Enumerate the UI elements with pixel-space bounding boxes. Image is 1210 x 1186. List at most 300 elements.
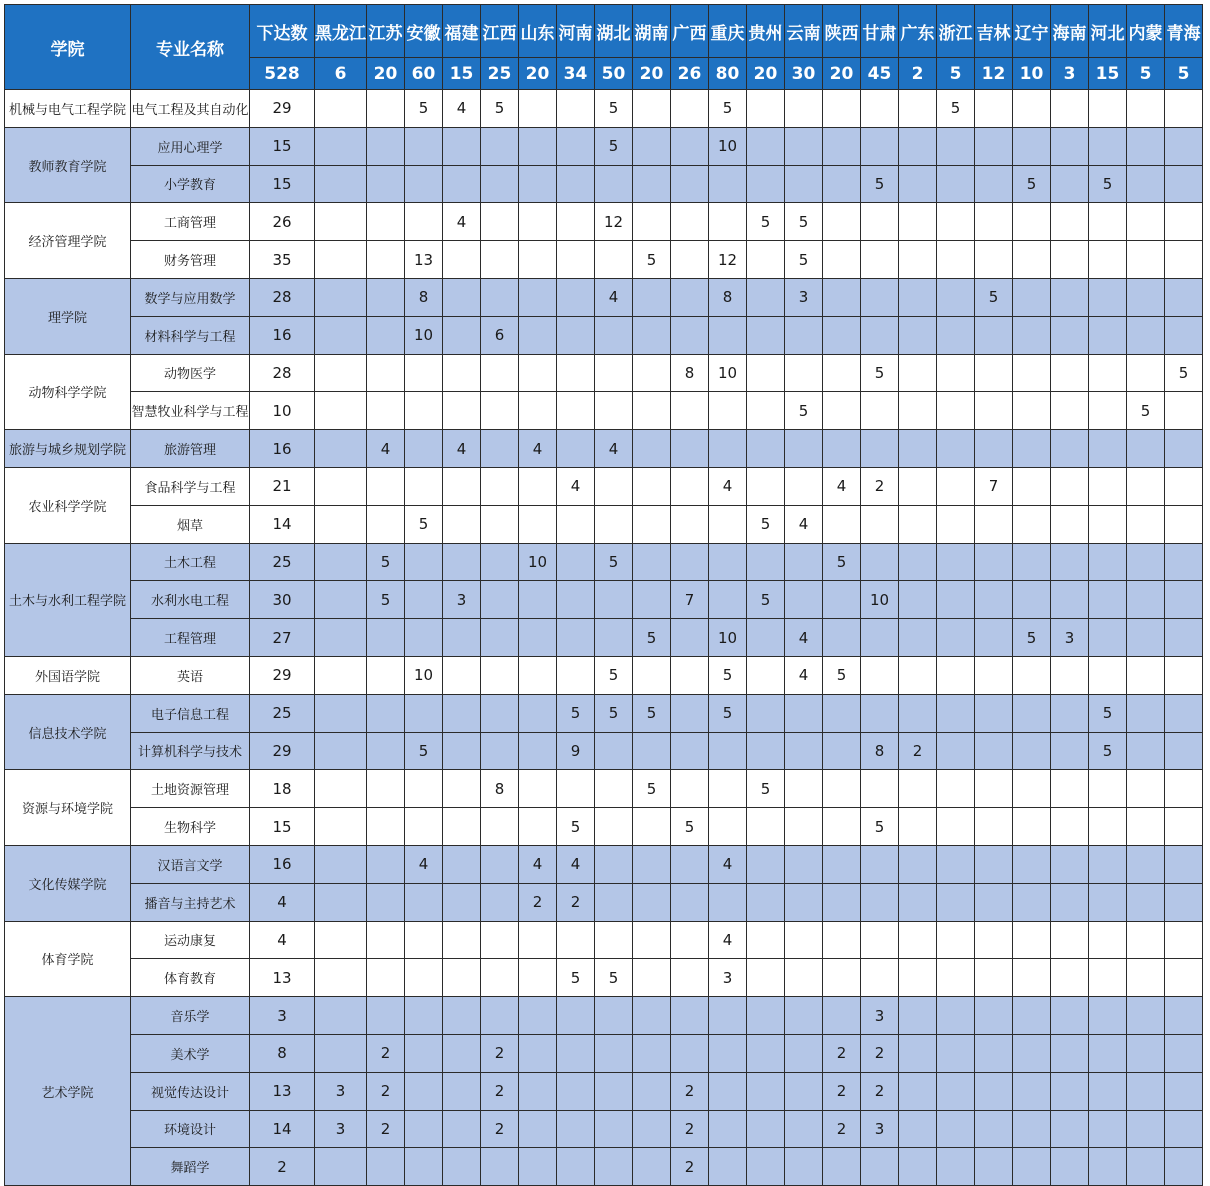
quota-cell [443, 845, 481, 883]
quota-cell [519, 165, 557, 203]
quota-cell [1089, 1148, 1127, 1186]
quota-cell: 5 [709, 90, 747, 128]
quota-cell [405, 581, 443, 619]
quota-cell [937, 203, 975, 241]
quota-cell [1089, 430, 1127, 468]
quota-cell [785, 165, 823, 203]
quota-cell [633, 732, 671, 770]
quota-cell [1013, 694, 1051, 732]
quota-cell [671, 430, 709, 468]
quota-cell [823, 354, 861, 392]
table-row [5, 1148, 1203, 1186]
quota-cell [519, 1110, 557, 1148]
quota-cell [975, 808, 1013, 846]
quota-cell [1089, 90, 1127, 128]
quota-cell: 10 [519, 543, 557, 581]
quota-cell [595, 505, 633, 543]
quota-cell [671, 619, 709, 657]
quota-cell [1089, 1034, 1127, 1072]
quota-cell [937, 354, 975, 392]
quota-cell [747, 732, 785, 770]
quota-cell [633, 921, 671, 959]
quota-cell [823, 1148, 861, 1186]
province-total: 20 [747, 58, 785, 90]
major-total-cell: 25 [250, 694, 315, 732]
province-header: 安徽 [405, 5, 443, 58]
quota-cell [823, 203, 861, 241]
quota-cell [709, 732, 747, 770]
quota-cell: 4 [367, 430, 405, 468]
quota-cell [861, 127, 899, 165]
province-total: 20 [633, 58, 671, 90]
quota-cell [405, 1072, 443, 1110]
quota-cell: 5 [595, 543, 633, 581]
quota-cell: 9 [557, 732, 595, 770]
quota-cell: 4 [443, 90, 481, 128]
major-total-cell: 14 [250, 1110, 315, 1148]
quota-cell: 4 [709, 467, 747, 505]
quota-cell [315, 543, 367, 581]
quota-cell [785, 1148, 823, 1186]
quota-cell: 13 [405, 241, 443, 279]
quota-cell [1165, 127, 1203, 165]
quota-cell: 5 [861, 354, 899, 392]
quota-cell [1165, 1148, 1203, 1186]
quota-cell [315, 1148, 367, 1186]
quota-cell [937, 921, 975, 959]
quota-cell: 2 [481, 1072, 519, 1110]
quota-cell [405, 1110, 443, 1148]
quota-cell: 5 [367, 543, 405, 581]
quota-cell: 8 [405, 278, 443, 316]
quota-cell [899, 278, 937, 316]
province-header: 内蒙 [1127, 5, 1165, 58]
quota-cell: 5 [405, 90, 443, 128]
quota-cell [1013, 845, 1051, 883]
quota-cell [709, 316, 747, 354]
quota-cell [315, 921, 367, 959]
quota-cell [899, 1110, 937, 1148]
quota-cell [633, 430, 671, 468]
quota-cell [1127, 90, 1165, 128]
quota-cell [443, 770, 481, 808]
quota-cell [899, 581, 937, 619]
quota-cell [671, 694, 709, 732]
quota-cell [1127, 278, 1165, 316]
quota-cell [633, 959, 671, 997]
quota-cell [557, 127, 595, 165]
quota-cell [519, 90, 557, 128]
quota-cell: 12 [709, 241, 747, 279]
quota-cell [481, 354, 519, 392]
quota-cell: 5 [709, 694, 747, 732]
quota-cell [785, 316, 823, 354]
major-cell: 英语 [131, 656, 250, 694]
province-total: 20 [823, 58, 861, 90]
quota-cell [315, 354, 367, 392]
quota-cell [975, 203, 1013, 241]
quota-cell [1127, 203, 1165, 241]
quota-cell [1165, 997, 1203, 1035]
quota-cell [633, 90, 671, 128]
major-total-cell: 18 [250, 770, 315, 808]
major-cell: 水利水电工程 [131, 581, 250, 619]
table-row [5, 241, 1203, 279]
quota-cell [785, 467, 823, 505]
quota-cell: 5 [595, 656, 633, 694]
quota-cell: 7 [671, 581, 709, 619]
quota-cell: 10 [709, 127, 747, 165]
quota-cell [785, 1034, 823, 1072]
quota-cell [595, 165, 633, 203]
province-header: 河北 [1089, 5, 1127, 58]
quota-cell [595, 354, 633, 392]
quota-cell: 5 [595, 959, 633, 997]
quota-cell [823, 505, 861, 543]
major-total-cell: 15 [250, 127, 315, 165]
table-row [5, 1110, 1203, 1148]
quota-cell [1051, 581, 1089, 619]
quota-cell [1127, 1110, 1165, 1148]
quota-cell [1089, 127, 1127, 165]
quota-cell [975, 619, 1013, 657]
province-total: 3 [1051, 58, 1089, 90]
quota-cell [481, 430, 519, 468]
college-cell: 土木与水利工程学院 [5, 543, 131, 656]
quota-cell [899, 808, 937, 846]
quota-cell [405, 203, 443, 241]
quota-cell [405, 1148, 443, 1186]
quota-cell [937, 278, 975, 316]
quota-cell [481, 241, 519, 279]
table-row [5, 278, 1203, 316]
quota-cell [1127, 694, 1165, 732]
quota-cell [937, 656, 975, 694]
quota-cell: 5 [557, 694, 595, 732]
quota-cell [975, 997, 1013, 1035]
quota-cell [443, 1110, 481, 1148]
quota-cell [671, 543, 709, 581]
major-total-cell: 13 [250, 1072, 315, 1110]
quota-cell [975, 165, 1013, 203]
major-cell: 舞蹈学 [131, 1148, 250, 1186]
quota-cell [633, 392, 671, 430]
quota-cell [937, 808, 975, 846]
quota-cell [861, 90, 899, 128]
quota-cell [709, 203, 747, 241]
quota-cell [975, 883, 1013, 921]
quota-cell [519, 392, 557, 430]
quota-cell [1165, 581, 1203, 619]
quota-cell [709, 543, 747, 581]
quota-cell [1013, 127, 1051, 165]
college-cell: 资源与环境学院 [5, 770, 131, 846]
quota-cell [519, 127, 557, 165]
total-header: 下达数 [250, 5, 315, 58]
quota-cell [1165, 203, 1203, 241]
quota-cell [899, 921, 937, 959]
quota-cell [1013, 770, 1051, 808]
quota-cell [367, 354, 405, 392]
major-cell: 音乐学 [131, 997, 250, 1035]
quota-cell [633, 543, 671, 581]
quota-cell [443, 165, 481, 203]
quota-cell: 5 [823, 656, 861, 694]
quota-cell [899, 656, 937, 694]
quota-cell [671, 732, 709, 770]
quota-cell [481, 997, 519, 1035]
quota-cell [481, 694, 519, 732]
quota-cell: 4 [785, 505, 823, 543]
quota-cell [975, 1072, 1013, 1110]
major-total-cell: 2 [250, 1148, 315, 1186]
quota-cell [975, 732, 1013, 770]
quota-cell [405, 467, 443, 505]
quota-cell [937, 1072, 975, 1110]
table-row [5, 203, 1203, 241]
quota-cell [367, 203, 405, 241]
quota-cell [671, 770, 709, 808]
quota-cell [747, 845, 785, 883]
quota-cell [405, 543, 443, 581]
province-total: 5 [937, 58, 975, 90]
province-total: 25 [481, 58, 519, 90]
quota-cell [1051, 90, 1089, 128]
quota-cell [785, 90, 823, 128]
table-row [5, 1072, 1203, 1110]
quota-cell [823, 694, 861, 732]
quota-cell [747, 1148, 785, 1186]
quota-cell: 5 [785, 241, 823, 279]
province-total: 80 [709, 58, 747, 90]
enrollment-plan-table-container [4, 4, 1203, 1186]
major-cell: 智慧牧业科学与工程 [131, 392, 250, 430]
quota-cell [633, 127, 671, 165]
quota-cell [633, 354, 671, 392]
quota-cell: 2 [481, 1110, 519, 1148]
quota-cell [1051, 997, 1089, 1035]
quota-cell [1165, 316, 1203, 354]
quota-cell [937, 392, 975, 430]
province-header: 湖北 [595, 5, 633, 58]
quota-cell: 4 [557, 467, 595, 505]
quota-cell: 3 [861, 997, 899, 1035]
quota-cell [557, 1034, 595, 1072]
quota-cell [557, 1148, 595, 1186]
quota-cell [443, 619, 481, 657]
college-header: 学院 [5, 5, 131, 90]
quota-cell [519, 203, 557, 241]
quota-cell [595, 845, 633, 883]
quota-cell [443, 694, 481, 732]
quota-cell: 4 [557, 845, 595, 883]
major-cell: 美术学 [131, 1034, 250, 1072]
quota-cell [633, 1034, 671, 1072]
major-cell: 视觉传达设计 [131, 1072, 250, 1110]
quota-cell [405, 127, 443, 165]
quota-cell: 5 [633, 619, 671, 657]
quota-cell: 4 [709, 921, 747, 959]
quota-cell [1165, 278, 1203, 316]
quota-cell [1051, 656, 1089, 694]
quota-cell [747, 808, 785, 846]
quota-cell [785, 845, 823, 883]
major-cell: 环境设计 [131, 1110, 250, 1148]
province-total: 6 [315, 58, 367, 90]
quota-cell [1013, 467, 1051, 505]
quota-cell [937, 1110, 975, 1148]
quota-cell [633, 505, 671, 543]
major-cell: 电子信息工程 [131, 694, 250, 732]
quota-cell [519, 694, 557, 732]
quota-cell: 2 [557, 883, 595, 921]
quota-cell [1089, 203, 1127, 241]
quota-cell: 4 [709, 845, 747, 883]
quota-cell [367, 505, 405, 543]
quota-cell [1127, 883, 1165, 921]
quota-cell: 5 [633, 694, 671, 732]
major-cell: 动物医学 [131, 354, 250, 392]
quota-cell [1089, 581, 1127, 619]
quota-cell [1165, 1072, 1203, 1110]
quota-cell [975, 845, 1013, 883]
quota-cell [519, 1034, 557, 1072]
quota-cell [367, 316, 405, 354]
major-cell: 旅游管理 [131, 430, 250, 468]
province-header: 浙江 [937, 5, 975, 58]
quota-cell [785, 543, 823, 581]
quota-cell [367, 997, 405, 1035]
province-total: 5 [1165, 58, 1203, 90]
quota-cell [937, 694, 975, 732]
quota-cell: 2 [519, 883, 557, 921]
quota-cell [1089, 921, 1127, 959]
quota-cell: 4 [595, 278, 633, 316]
quota-cell [557, 921, 595, 959]
header-row-provinces [5, 5, 1203, 58]
quota-cell [937, 997, 975, 1035]
quota-cell [1013, 505, 1051, 543]
quota-cell [975, 921, 1013, 959]
province-total: 2 [899, 58, 937, 90]
province-total: 30 [785, 58, 823, 90]
quota-cell [937, 467, 975, 505]
quota-cell [1013, 354, 1051, 392]
quota-cell [595, 1072, 633, 1110]
quota-cell: 5 [937, 90, 975, 128]
quota-cell [1089, 997, 1127, 1035]
quota-cell: 5 [595, 127, 633, 165]
quota-cell [519, 354, 557, 392]
quota-cell [671, 467, 709, 505]
quota-cell [1013, 278, 1051, 316]
quota-cell [1089, 808, 1127, 846]
college-cell: 机械与电气工程学院 [5, 90, 131, 128]
quota-cell [823, 883, 861, 921]
quota-cell [519, 278, 557, 316]
quota-cell [443, 1148, 481, 1186]
quota-cell [481, 959, 519, 997]
quota-cell [1127, 770, 1165, 808]
quota-cell: 8 [861, 732, 899, 770]
quota-cell [557, 203, 595, 241]
quota-cell [367, 921, 405, 959]
quota-cell: 5 [595, 694, 633, 732]
quota-cell [367, 127, 405, 165]
quota-cell [481, 619, 519, 657]
quota-cell [1165, 921, 1203, 959]
quota-cell [1089, 619, 1127, 657]
quota-cell [315, 278, 367, 316]
quota-cell [1127, 959, 1165, 997]
quota-cell [1051, 241, 1089, 279]
province-header: 贵州 [747, 5, 785, 58]
quota-cell [519, 770, 557, 808]
major-total-cell: 16 [250, 430, 315, 468]
quota-cell [975, 127, 1013, 165]
quota-cell [481, 1148, 519, 1186]
quota-cell [1013, 883, 1051, 921]
quota-cell [633, 997, 671, 1035]
quota-cell [899, 203, 937, 241]
quota-cell: 10 [405, 656, 443, 694]
college-cell: 外国语学院 [5, 656, 131, 694]
quota-cell [367, 619, 405, 657]
quota-cell [1051, 165, 1089, 203]
quota-cell [785, 1072, 823, 1110]
quota-cell [367, 467, 405, 505]
quota-cell [595, 316, 633, 354]
quota-cell [1127, 430, 1165, 468]
table-row [5, 770, 1203, 808]
major-total-cell: 16 [250, 845, 315, 883]
quota-cell [671, 505, 709, 543]
quota-cell [1013, 808, 1051, 846]
quota-cell [1051, 203, 1089, 241]
quota-cell [1127, 808, 1165, 846]
quota-cell [747, 694, 785, 732]
province-total: 34 [557, 58, 595, 90]
quota-cell [975, 505, 1013, 543]
province-header: 甘肃 [861, 5, 899, 58]
quota-cell [937, 165, 975, 203]
quota-cell [747, 1072, 785, 1110]
quota-cell [595, 808, 633, 846]
quota-cell: 2 [861, 1072, 899, 1110]
quota-cell [861, 845, 899, 883]
quota-cell [823, 770, 861, 808]
quota-cell [443, 1072, 481, 1110]
quota-cell: 5 [633, 241, 671, 279]
quota-cell: 5 [709, 656, 747, 694]
quota-cell [747, 430, 785, 468]
quota-cell [671, 127, 709, 165]
college-cell: 文化传媒学院 [5, 845, 131, 921]
quota-cell [899, 619, 937, 657]
quota-cell [823, 581, 861, 619]
quota-cell [443, 543, 481, 581]
quota-cell [1127, 467, 1165, 505]
quota-cell [747, 1110, 785, 1148]
major-total-cell: 29 [250, 90, 315, 128]
quota-cell [937, 241, 975, 279]
quota-cell: 2 [367, 1110, 405, 1148]
quota-cell [747, 241, 785, 279]
quota-cell [595, 392, 633, 430]
college-cell: 旅游与城乡规划学院 [5, 430, 131, 468]
quota-cell: 5 [975, 278, 1013, 316]
quota-cell [899, 165, 937, 203]
